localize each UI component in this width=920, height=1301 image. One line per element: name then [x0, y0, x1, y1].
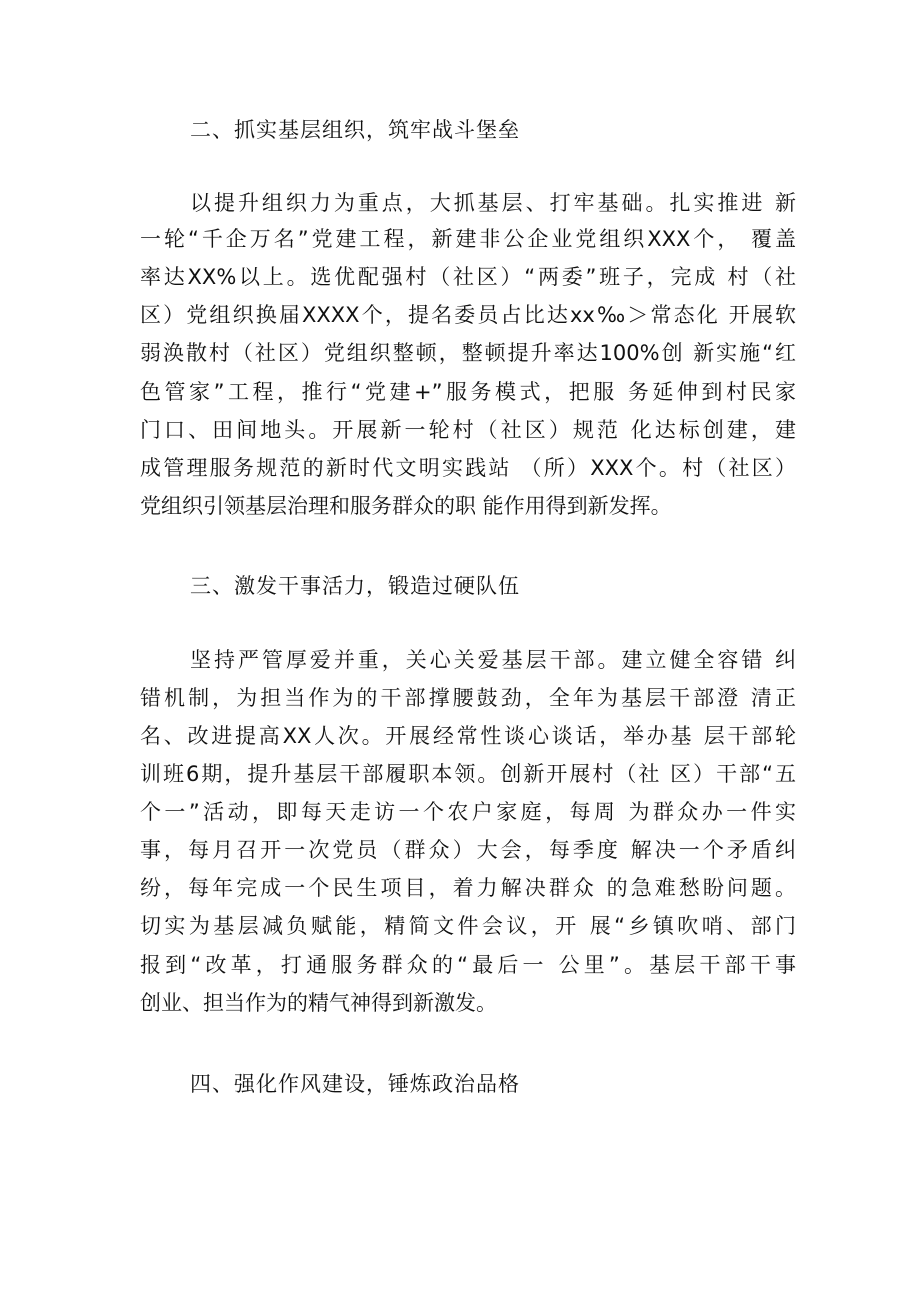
section-3-line-9: 报到“改革，打通服务群众的“最后一 公里”。基层干部干事 [140, 953, 796, 977]
section-3-line-2: 错机制，为担当作为的干部撑腰鼓劲，全年为基层干部澄 清正 [140, 686, 796, 710]
section-3-line-8: 切实为基层减负赋能，精简文件会议，开 展“乡镇吹哨、部门 [140, 914, 796, 938]
section-2-heading: 二、抓实基层组织，筑牢战斗堡垒 [190, 118, 520, 142]
section-3-heading: 三、激发干事活力，锻造过硬队伍 [190, 574, 520, 598]
section-2-line-3: 率达XX%以上。选优配强村（社区）“两委”班子，完成 村（社 [140, 265, 796, 289]
section-2-line-9: 党组织引领基层治理和服务群众的职 能作用得到新发挥。 [140, 494, 672, 518]
section-3-line-5: 个一”活动，即每天走访一个农户家庭，每周 为群众办一件实 [140, 800, 796, 824]
section-2-line-5: 弱涣散村（社区）党组织整顿，整顿提升率达100%创 新实施“红 [140, 341, 796, 365]
section-2-line-1: 以提升组织力为重点，大抓基层、打牢基础。扎实推进 新 [190, 191, 796, 215]
section-3-line-10: 创业、担当作为的精气神得到新激发。 [140, 991, 497, 1015]
section-2-line-4: 区）党组织换届XXXX个，提名委员占比达xx‰＞常态化 开展软 [140, 303, 796, 327]
section-3-line-7: 纷，每年完成一个民生项目，着力解决群众 的急难愁盼问题。 [140, 876, 796, 900]
section-3-line-3: 名、改进提高XX人次。开展经常性谈心谈话，举办基 层干部轮 [140, 724, 796, 748]
section-3-line-6: 事，每月召开一次党员（群众）大会，每季度 解决一个矛盾纠 [140, 838, 796, 862]
section-2-line-7: 门口、田间地头。开展新一轮村（社区）规范 化达标创建，建 [140, 418, 796, 442]
section-2-line-6: 色管家”工程，推行“党建+”服务模式，把服 务延伸到村民家 [140, 380, 796, 404]
section-3-line-1: 坚持严管厚爱并重，关心关爱基层干部。建立健全容错 纠 [190, 648, 796, 672]
section-3-line-4: 训班6期，提升基层干部履职本领。创新开展村（社 区）干部“五 [140, 762, 796, 786]
section-4-heading: 四、强化作风建设，锤炼政治品格 [190, 1072, 520, 1096]
section-2-line-8: 成管理服务规范的新时代文明实践站 （所）XXX个。村（社区） [140, 456, 796, 480]
section-2-line-2: 一轮“千企万名”党建工程，新建非公企业党组织XXX个， 覆盖 [140, 227, 796, 251]
